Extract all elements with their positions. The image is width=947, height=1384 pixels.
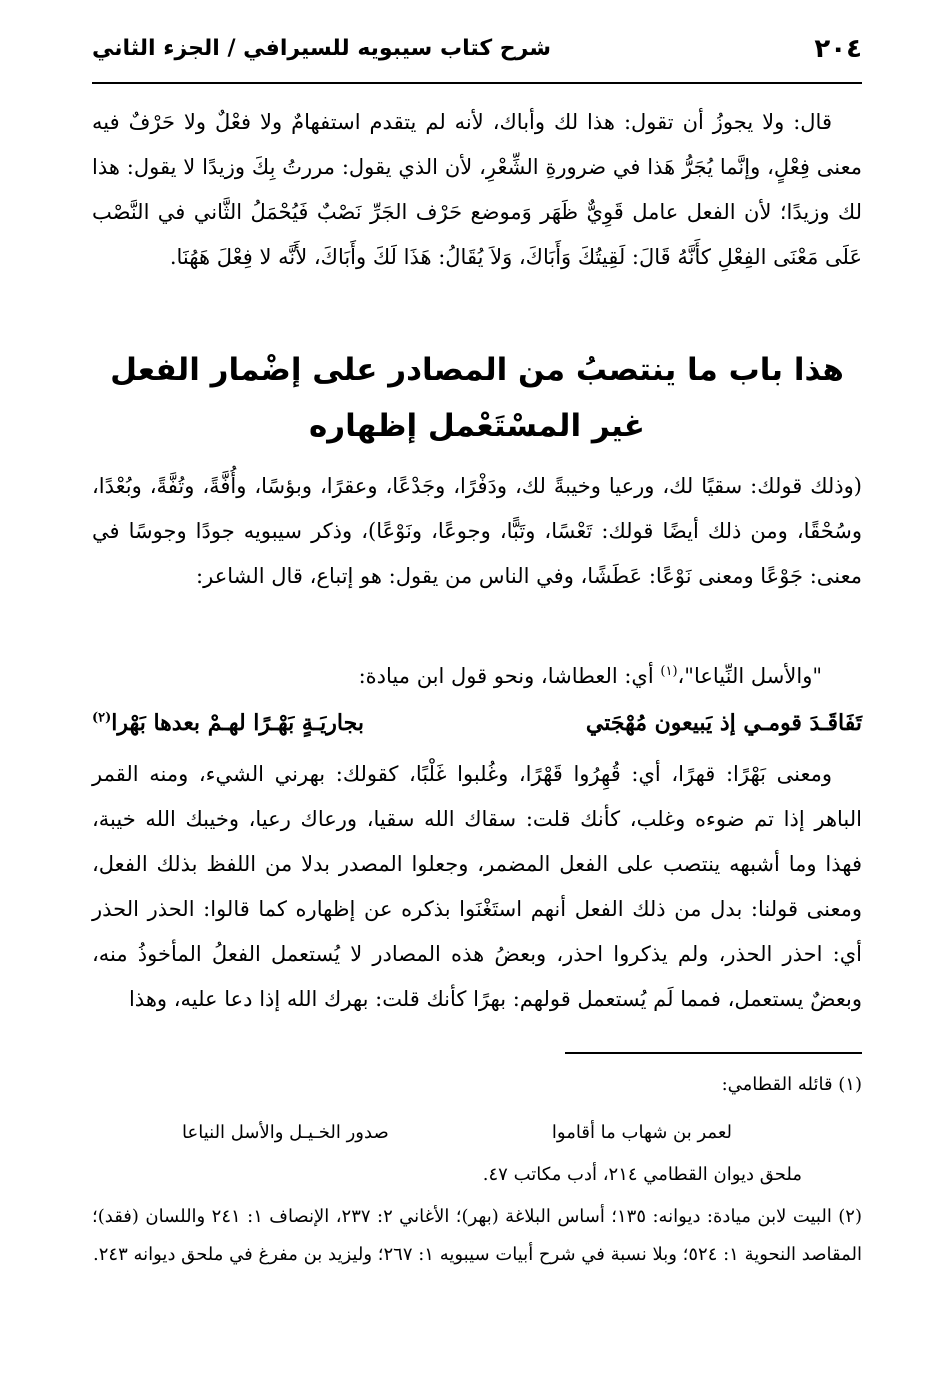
page-number: ٢٠٤ bbox=[814, 34, 862, 64]
footnote-ref-2: (٢) bbox=[92, 710, 112, 726]
footnote-1-source: ملحق ديوان القطامي ٢١٤، أدب مكاتب ٤٧. bbox=[482, 1164, 802, 1185]
paragraph-3: ومعنى بَهْرًا: قهرًا، أي: قُهِرُوا قَهْرًا، وغُلبوا غَلْبًا، كقولك: بهرني الشيء، ومنه القمر الباهر إذا تم ضوءه وغلب، كأنك قلت: سقاك الله سقيا، ورعاك رعيا، وخيبك الله خيبة، فهذا وما أشبهه ينتصب على الفعل المضمر، وجعلوا المصدر بدلا من اللفظ بذلك الفعل، ومعنى قولنا: بدل من ذلك الفعل أنهم استَغْنَوا بذكره عن إظهاره كما قالوا: الحذر الحذر أي: احذر الحذر، ولم يذكروا احذر، وبعضُ هذه المصادر لا يُستعمل الفعلُ المأخوذُ منه، وبعضٌ يستعمل، فمما لَم يُستعمل قولهم: بهرًا كأنك قلت: بهرك الله إذا دعا عليه، وهذا bbox=[92, 762, 862, 1011]
header-rule bbox=[92, 82, 862, 84]
paragraph-1: قال: ولا يجوزُ أن تقول: هذا لك وأباك، لأنه لم يتقدم استفهامٌ ولا فعْلٌ ولا حَرْفٌ فيه معنى فِعْلٍ، وإنَّما يُجَرُّ هَذا في ضرورةِ الشِّعْرِ، لأن الذي يقول: مررتُ بِكَ وزيدًا لا يقول: هذا لك وزيدًا؛ لأن الفعل عامل قَوِيٌّ ظَهَر وَموضع حَرْف الجَرِّ نَصْبٌ فَيُحْمَلُ الثَّاني في النَّصْب عَلَى مَعْنَى الفِعْلِ كأَنَّهُ قَالَ: لَقِيتُكَ وَأَبَاكَ، وَلاَ يُقَالُ: هَذَا لَكَ وأَبَاكَ، لأَنَّه لا فِعْلَ هَهُنَا. bbox=[92, 110, 862, 269]
quote-rest: أي: العطاشا، ونحو قول ابن ميادة: bbox=[358, 664, 661, 688]
quote-line bbox=[92, 656, 862, 696]
footnote-1-label: (١) قائله القطامي: bbox=[721, 1074, 862, 1095]
verse-hemistich-2 bbox=[92, 710, 364, 736]
verse-hemistich-2-text: بجاريَـةٍ بَهْـرًا لهـمْ بعدها بَهْرا bbox=[111, 710, 364, 736]
chapter-title-line-2: غير المسْتَعْمل إظهاره bbox=[309, 408, 645, 444]
quote-text: "والأسل النِّياعا"، bbox=[677, 664, 822, 688]
chapter-title-line-1: هذا باب ما ينتصبُ من المصادر على إضْمار الفعل bbox=[110, 352, 844, 388]
footnotes bbox=[92, 1066, 862, 1274]
footnote-1-hemistich-1: لعمر بن شهاب ما أقاموا bbox=[551, 1122, 732, 1143]
footnote-1-verse bbox=[92, 1108, 862, 1156]
footnote-1-hemistich-2: صدور الخـيـل والأسل النياعا bbox=[182, 1122, 389, 1143]
footnote-separator bbox=[565, 1052, 862, 1054]
footnote-2: (٢) البيت لابن ميادة: ديوانه: ١٣٥؛ أساس البلاغة (بهر)؛ الأغاني ٢: ٢٣٧، الإنصاف ١: ٢٤١ واللسان (فقد)؛ المقاصد النحوية ١: ٥٢٤؛ وبلا نسبة في شرح أبيات سيبويه ١: ٢٦٧؛ وليزيد بن مفرغ في ملحق ديوانه ٢٤٣. bbox=[92, 1206, 862, 1265]
running-title: شرح كتاب سيبويه للسيرافي / الجزء الثاني bbox=[92, 36, 551, 61]
page-header bbox=[92, 28, 862, 88]
paragraph-2: (وذلك قولك: سقيًا لك، ورعيا وخيبةً لك، ودَفْرًا، وجَدْعًا، وعقرًا، وبؤسًا، وأُفَّةً، وتُفَّةً، وبُعْدًا، وسُحْقًا، ومن ذلك أيضًا قولك: تَعْسًا، وتَبًّا، وجوعًا، ونَوْعًا)، وذكر سيبويه جودًا وجوسًا في معنى: جَوْعًا ومعنى نَوْعًا: عَطَشًا، وفي الناس من يقول: هو إتباع، قال الشاعر: bbox=[92, 474, 862, 588]
verse-hemistich-1: تَفَاقَـدَ قومـي إذ يَبيعون مُهْجَتي bbox=[585, 710, 862, 736]
poetry-verse bbox=[92, 706, 862, 746]
footnote-ref-1: (١) bbox=[660, 664, 678, 679]
